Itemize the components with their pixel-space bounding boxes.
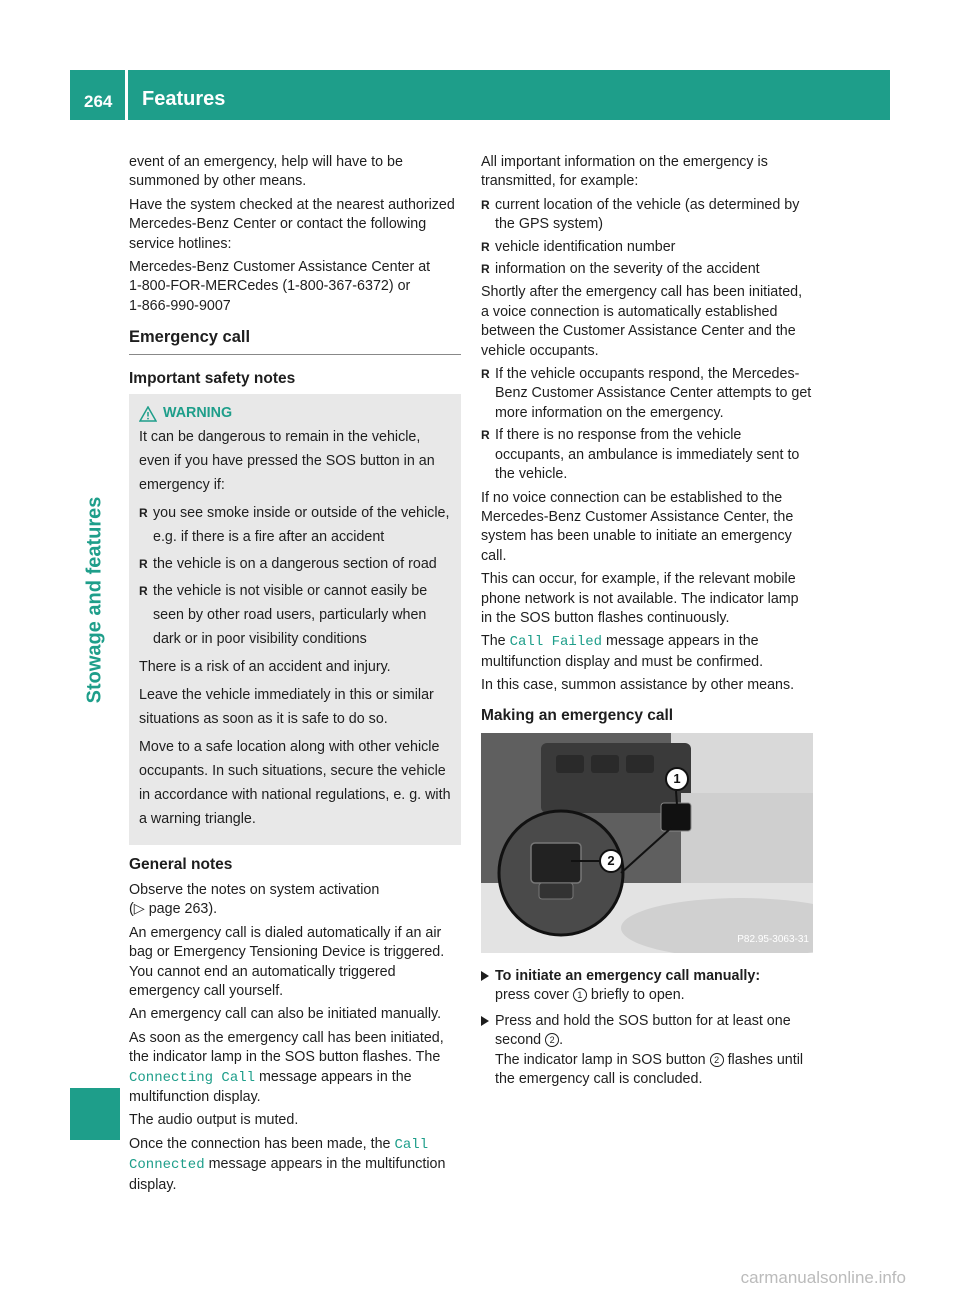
heading-emergency-call: Emergency call bbox=[129, 328, 461, 354]
step-1-title: To initiate an emergency call manually: bbox=[495, 967, 761, 984]
list-item: R If the vehicle occupants respond, the Mercedes-Benz Customer Assistance Center attempts to get more information on the emergency. bbox=[481, 365, 813, 423]
section-title: Features bbox=[142, 88, 226, 110]
callout-number-icon: 2 bbox=[545, 1033, 559, 1047]
right-paragraph-2: Shortly after the emergency call has been initiated, a voice connection is automatically established between the Customer Assistance Center and the vehicle occupants. bbox=[481, 284, 803, 359]
right-text: The bbox=[481, 633, 506, 650]
warning-triangle-icon bbox=[139, 406, 157, 422]
warning-bullets bbox=[139, 501, 451, 651]
figure-marker-1: 1 bbox=[665, 767, 689, 791]
list-item: R the vehicle is on a dangerous section of road bbox=[139, 552, 451, 576]
warning-advice-2: Move to a safe location along with other vehicle occupants. In such situations, secure the vehicle in accordance with national regulations, e. g. with a warning triangle. bbox=[139, 739, 451, 828]
warning-title bbox=[139, 404, 451, 423]
response-list bbox=[481, 365, 813, 484]
general-notes-paragraph-4 bbox=[129, 1029, 461, 1108]
general-notes-text: message appears in the multifunction display. bbox=[129, 1156, 446, 1193]
step-1-text-end: briefly to open. bbox=[590, 987, 685, 1004]
intro-paragraph-1: event of an emergency, help will have to be summoned by other means. bbox=[129, 154, 403, 190]
page-reference-link[interactable]: (▷ page 263). bbox=[129, 901, 218, 918]
right-paragraph-6: In this case, summon assistance by other means. bbox=[481, 677, 795, 694]
transmitted-info-list bbox=[481, 196, 813, 280]
warning-risk: There is a risk of an accident and injury. bbox=[139, 659, 391, 676]
general-notes-paragraph-5: The audio output is muted. bbox=[129, 1112, 299, 1129]
general-notes-text: Observe the notes on system activation bbox=[129, 881, 380, 898]
step-2-text: Press and hold the SOS button for at least one second bbox=[495, 1012, 791, 1049]
display-message-call-connected: Call Connected bbox=[129, 1136, 429, 1174]
hotline-line-1: Mercedes-Benz Customer Assistance Center at bbox=[129, 259, 431, 276]
hotline-line-3: 1-866-990-9007 bbox=[129, 297, 231, 314]
list-item: R current location of the vehicle (as determined by the GPS system) bbox=[481, 196, 813, 235]
step-2-text-3: flashes until the emergency call is concluded. bbox=[495, 1051, 804, 1087]
hotline-line-2: 1-800-FOR-MERCedes (1-800-367-6372) or bbox=[129, 278, 411, 295]
list-item: R you see smoke inside or outside of the vehicle, e.g. if there is a fire after an accident bbox=[139, 501, 451, 549]
instruction-step-1 bbox=[481, 967, 813, 1006]
right-paragraph-3: If no voice connection can be established to the Mercedes-Benz Customer Assistance Center, the system has been unable to initiate an emergency call. bbox=[481, 489, 794, 564]
warning-intro: It can be dangerous to remain in the vehicle, even if you have pressed the SOS button in an emergency if: bbox=[139, 429, 435, 494]
warning-title-text: WARNING bbox=[163, 405, 233, 422]
left-column bbox=[129, 153, 461, 1199]
heading-making-call: Making an emergency call bbox=[481, 706, 674, 724]
heading-safety-notes: Important safety notes bbox=[129, 369, 296, 387]
watermark: carmanualsonline.info bbox=[740, 1268, 906, 1287]
general-notes-paragraph-1 bbox=[129, 881, 461, 920]
right-text: message appears in the multifunction display and must be confirmed. bbox=[481, 633, 764, 670]
callout-number-icon: 2 bbox=[710, 1053, 724, 1067]
warning-advice-1: Leave the vehicle immediately in this or similar situations as soon as it is safe to do so. bbox=[139, 687, 434, 728]
heading-general-notes: General notes bbox=[129, 856, 233, 874]
warning-box bbox=[129, 394, 461, 845]
overhead-panel-illustration bbox=[481, 733, 813, 953]
right-column bbox=[481, 153, 813, 1095]
general-notes-paragraph-3: An emergency call can also be initiated manually. bbox=[129, 1006, 442, 1023]
intro-paragraph-3 bbox=[129, 258, 461, 316]
list-item: R If there is no response from the vehicle occupants, an ambulance is immediately sent to the vehicle. bbox=[481, 426, 813, 484]
general-notes-text: As soon as the emergency call has been initiated, the indicator lamp in the SOS button flashes. The bbox=[129, 1029, 444, 1066]
header-divider bbox=[125, 70, 128, 120]
figure-reference: P82.95-3063-31 bbox=[737, 933, 809, 945]
general-notes-text: Once the connection has been made, the bbox=[129, 1135, 391, 1152]
step-arrow-icon bbox=[481, 1016, 489, 1026]
side-tab-marker bbox=[70, 1088, 120, 1140]
step-1-text: press cover bbox=[495, 987, 569, 1004]
page-number: 264 bbox=[84, 92, 113, 111]
intro-paragraph-2: Have the system checked at the nearest authorized Mercedes-Benz Center or contact the following service hotlines: bbox=[129, 196, 455, 252]
general-notes-text: message appears in the multifunction display. bbox=[129, 1068, 412, 1105]
right-paragraph-4: This can occur, for example, if the relevant mobile phone network is not available. The indicator lamp in the SOS button flashes continuously. bbox=[481, 571, 799, 626]
sos-button-figure bbox=[481, 733, 813, 953]
step-arrow-icon bbox=[481, 971, 489, 981]
list-item: R the vehicle is not visible or cannot easily be seen by other road users, particularly when dark or in poor visibility conditions bbox=[139, 579, 451, 651]
list-item: R information on the severity of the accident bbox=[481, 260, 813, 279]
general-notes-paragraph-6 bbox=[129, 1135, 461, 1195]
callout-number-icon: 1 bbox=[573, 988, 587, 1002]
right-paragraph-5 bbox=[481, 632, 813, 672]
display-message-connecting-call: Connecting Call bbox=[129, 1069, 256, 1086]
right-paragraph-1: All important information on the emergency is transmitted, for example: bbox=[481, 154, 768, 190]
step-2-text-2: The indicator lamp in SOS button bbox=[495, 1051, 706, 1068]
instruction-step-2: Press and hold the SOS button for at least one second 2 . The indicator lamp in SOS button 2 flashes until the emergency call is concluded. bbox=[481, 1012, 813, 1090]
figure-marker-2: 2 bbox=[599, 849, 623, 873]
side-tab-label: Stowage and features bbox=[83, 496, 106, 704]
general-notes-paragraph-2: An emergency call is dialed automatically if an air bag or Emergency Tensioning Device is triggered. You cannot end an automatically triggered emergency call yourself. bbox=[129, 924, 445, 999]
display-message-call-failed: Call Failed bbox=[509, 634, 603, 651]
list-item: R vehicle identification number bbox=[481, 238, 813, 257]
